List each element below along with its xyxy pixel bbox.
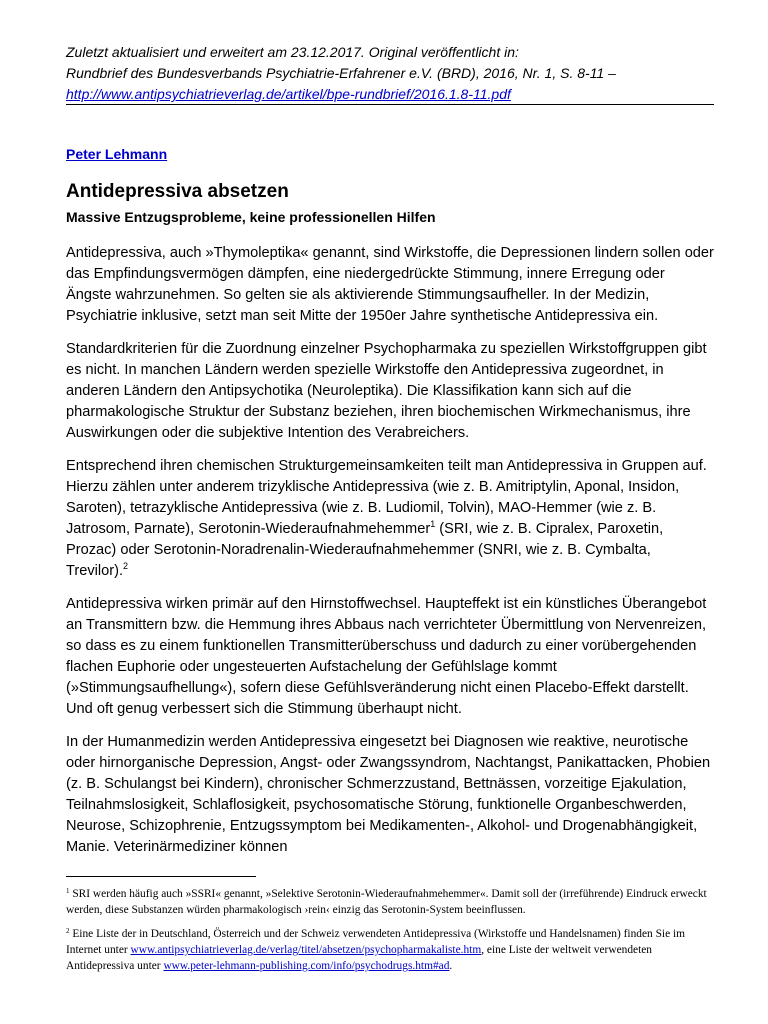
article-title: Antidepressiva absetzen xyxy=(66,181,289,202)
footnote-1-number: 1 xyxy=(66,887,70,895)
paragraph-3-part-a: Entsprechend ihren chemischen Strukturgemeinsamkeiten teilt man Antidepressiva in Gruppen auf. Hierzu zählen unter anderem trizyklische Antidepressiva (wie z. B. Amitriptylin, Aponal, Insidon, Saroten), tetrazyklische Antidepressiva (wie z. B. Ludiomil, Tolvin), MAO-Hemmer (wie z. B. Jatrosom, Parnate), Serotonin-Wiederaufnahmehemmer xyxy=(66,458,707,537)
article-body xyxy=(66,243,714,870)
paragraph-4: Antidepressiva wirken primär auf den Hirnstoffwechsel. Haupteffekt ist ein künstliches Überangebot an Transmittern bzw. die Hemmung ihres Abbaus nach verrichteter Übermittlung von Nervenreizen, so dass es zu einem funktionellen Transmitterüberschuss und dadurch zu einer vorübergehenden flachen Euphorie oder ungesteuerten Aufstachelung der Gefühlslage kommt (»Stimmungsaufhellung«), sofern diese Gefühlsveränderung nicht einen Placebo-Effekt darstellt. Und oft genug verbessert sich die Stimmung überhaupt nicht. xyxy=(66,596,707,717)
author-link[interactable]: Peter Lehmann xyxy=(66,146,168,162)
footnote-1 xyxy=(66,886,714,918)
footnote-1-text: SRI werden häufig auch »SSRI« genannt, »Selektive Serotonin-Wiederaufnahmehemmer«. Damit soll der (irreführende) Eindruck erweckt werden, diese Substanzen würden pharmakologisch ›rein‹ einzig das Serotonin-System beeinflussen. xyxy=(66,888,707,916)
article-subtitle: Massive Entzugsprobleme, keine professionellen Hilfen xyxy=(66,209,436,225)
header-source-line: Rundbrief des Bundesverbands Psychiatrie-Erfahrener e.V. (BRD), 2016, Nr. 1, S. 8-11 – xyxy=(66,65,616,81)
paragraph-2: Standardkriterien für die Zuordnung einzelner Psychopharmaka zu speziellen Wirkstoffgruppen gibt es nicht. In manchen Ländern werden spezielle Wirkstoffe den Antidepressiva zugeordnet, in anderen Ländern den Antipsychotika (Neuroleptika). Die Klassifikation kann sich auf die pharmakologische Struktur der Substanz beziehen, ihren biochemischen Wirkmechanismus, ihre Auswirkungen oder die subjektive Intention des Verabreichers. xyxy=(66,341,707,441)
paragraph-3-part-b: (SRI, wie z. B. Cipralex, Paroxetin, Prozac) oder Serotonin-Noradrenalin-Wiederaufnahmehemmer (SNRI, wie z. B. Cymbalta, Trevilor). xyxy=(66,521,664,579)
footnote-divider xyxy=(66,876,256,877)
paragraph-1: Antidepressiva, auch »Thymoleptika« genannt, sind Wirkstoffe, die Depressionen lindern sollen oder das Empfindungsvermögen dämpfen, eine niedergedrückte Stimmung, innere Erregung oder Ängste wahrzunehmen. So gelten sie als aktivierende Stimmungsaufheller. In der Medizin, Psychiatrie inklusive, setzt man seit Mitte der 1950er Jahre synthetische Antidepressiva ein. xyxy=(66,245,714,324)
footnote-ref-1[interactable]: 1 xyxy=(430,519,436,529)
footnote-2-number: 2 xyxy=(66,927,70,935)
paragraph-5: In der Humanmedizin werden Antidepressiva eingesetzt bei Diagnosen wie reaktive, neurotische oder hirnorganische Depression, Angst- oder Zwangssyndrom, Nachtangst, Panikattacken, Phobien (z. B. Schulangst bei Kindern), chronischer Schmerzzustand, Bettnässen, vorzeitige Ejakulation, Teilnahmslosigkeit, Schlaflosigkeit, psychosomatische Störung, funktionelle Organbeschwerden, Neurose, Schizophrenie, Entzugssymptom bei Medikamenten-, Alkohol- und Drogenabhängigkeit, Manie. Veterinärmediziner können xyxy=(66,734,711,855)
footnote-2-link-psychodrugs[interactable]: www.peter-lehmann-publishing.com/info/psychodrugs.htm#ad xyxy=(163,960,450,972)
header-divider xyxy=(66,104,714,105)
publication-header xyxy=(66,42,714,105)
footnote-2-text-b: , eine Liste der weltweit verwendeten Antidepressiva unter xyxy=(66,944,652,972)
footnote-2-text-c: . xyxy=(449,960,453,972)
footnotes xyxy=(66,886,714,982)
footnote-ref-2[interactable]: 2 xyxy=(123,561,129,571)
footnote-2-link-psychopharmakaliste[interactable]: www.antipsychiatrieverlag.de/verlag/titel/absetzen/psychopharmakaliste.htm xyxy=(130,944,482,956)
footnote-2-text-a: Eine Liste der in Deutschland, Österreich und der Schweiz verwendeten Antidepressiva (Wirkstoffe und Handelsnamen) finden Sie im Internet unter xyxy=(66,928,686,956)
paragraph-3 xyxy=(66,456,714,582)
footnote-2 xyxy=(66,926,714,974)
header-source-link[interactable]: http://www.antipsychiatrieverlag.de/artikel/bpe-rundbrief/2016.1.8-11.pdf xyxy=(66,86,511,102)
header-update-line: Zuletzt aktualisiert und erweitert am 23.12.2017. Original veröffentlicht in: xyxy=(66,44,519,60)
